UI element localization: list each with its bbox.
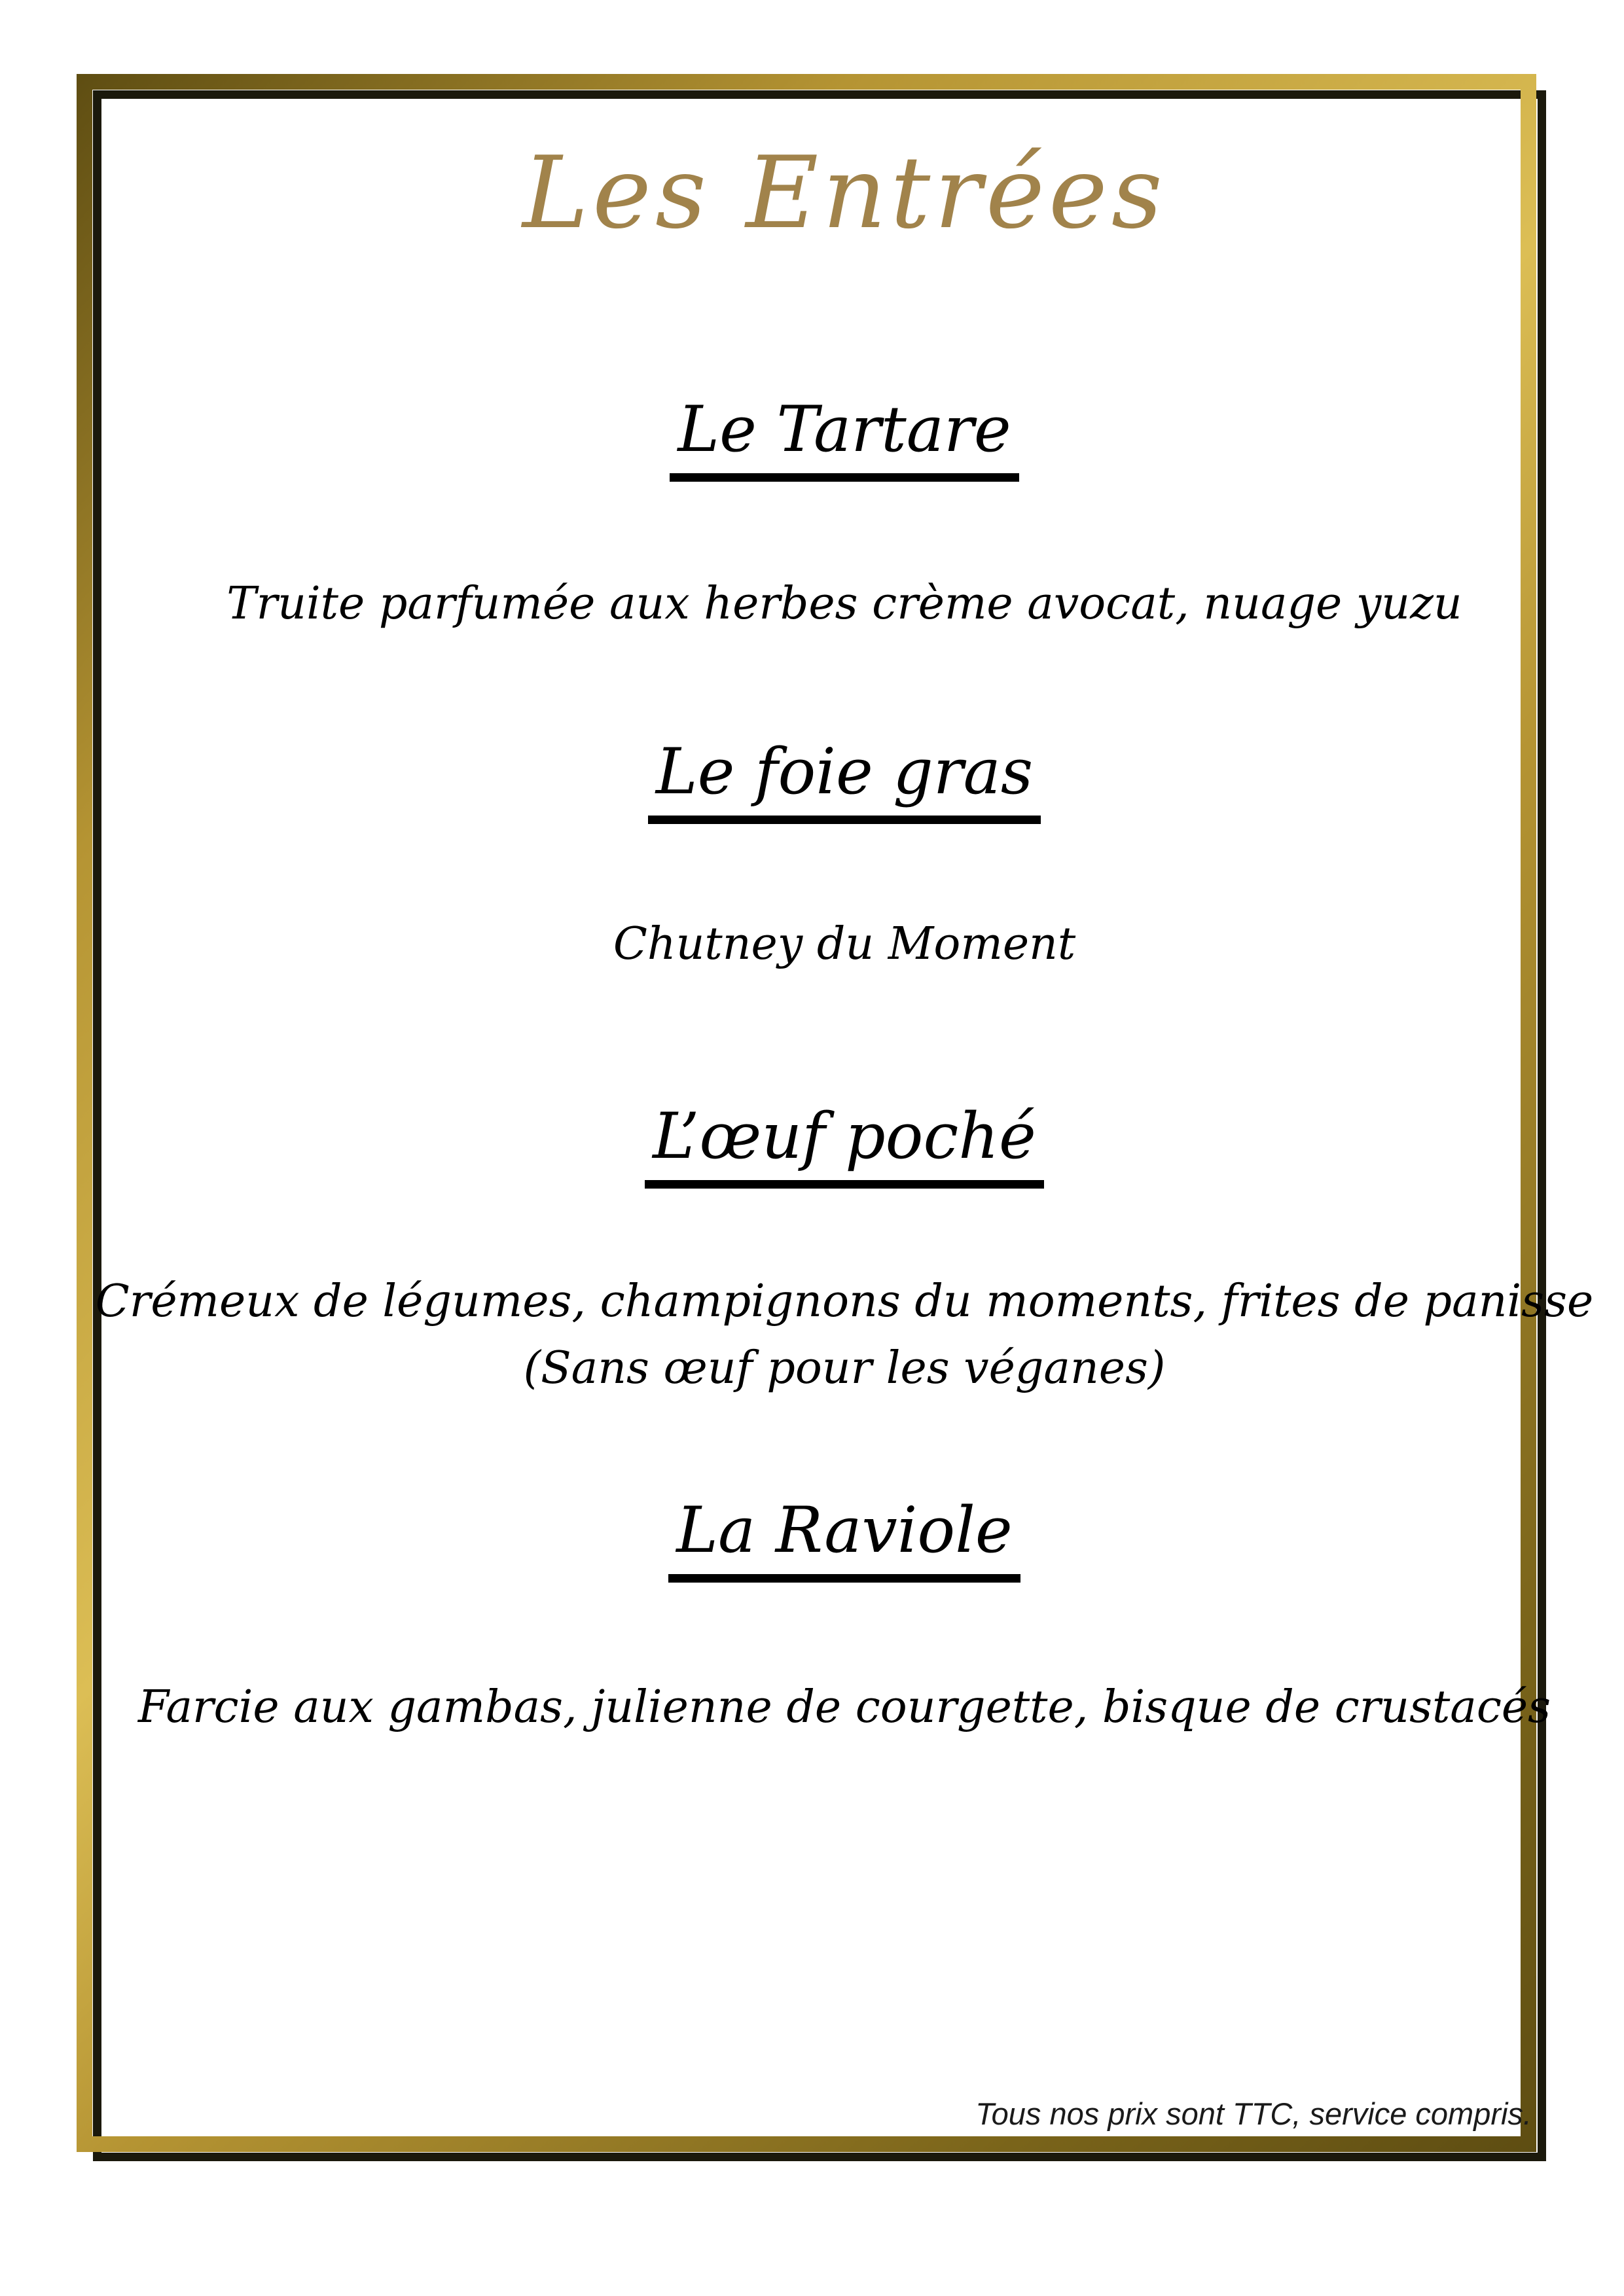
section-desc-oeuf-poche [65,1268,1624,1402]
section-desc-foie-gras: Chutney du Moment [613,918,1076,970]
section-name-raviole: La Raviole [668,1497,1020,1583]
section-name-oeuf-poche: L’œuf poché [645,1103,1044,1189]
menu-section-raviole [65,1494,1624,1583]
section-desc-tartare: Truite parfumée aux herbes crème avocat, nuage yuzu [226,578,1462,630]
menu-section-tartare [65,393,1624,482]
footer-price-note: Tous nos prix sont TTC, service compris. [975,2096,1532,2131]
section-desc-raviole: Farcie aux gambas, julienne de courgette, bisque de crustacés [137,1681,1551,1733]
menu-category-title: Les Entrées [522,135,1166,251]
section-name-foie-gras: Le foie gras [648,738,1041,824]
menu-section-oeuf-poche [65,1100,1624,1189]
section-name-tartare: Le Tartare [670,396,1019,482]
section-desc-oeuf-poche-line2: (Sans œuf pour les véganes) [523,1342,1166,1394]
section-desc-oeuf-poche-line1: Crémeux de légumes, champignons du moments, frites de panisse [95,1276,1594,1327]
menu-section-foie-gras [65,735,1624,824]
